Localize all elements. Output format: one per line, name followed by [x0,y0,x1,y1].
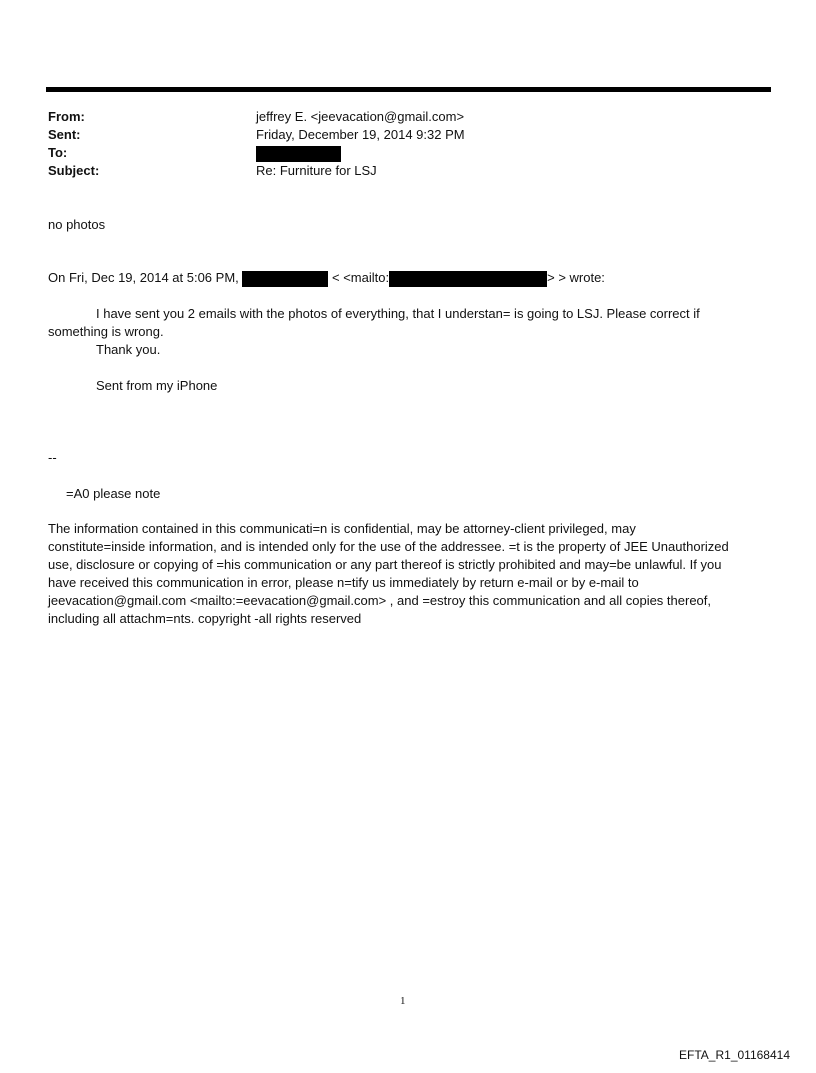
disclaimer-line: jeevacation@gmail.com <mailto:=eevacation@gmail.com> , and =estroy this communication and all copies thereof, [48,593,712,608]
subject-label: Subject: [48,163,100,178]
disclaimer-line: use, disclosure or copying of =his communication or any part thereof is strictly prohibited and may=be unlawful. If you [48,557,722,572]
quoted-intro [48,269,605,287]
from-value[interactable]: jeffrey E. <jeevacation@gmail.com> [256,109,465,124]
from-label: From: [48,109,85,124]
header-rule [46,87,771,92]
quoted-line-2: something is wrong. [48,324,164,339]
disclaimer-line: have received this communication in error, please n=tify us immediately by return e-mail or by e-mail to [48,575,639,590]
document-id: EFTA_R1_01168414 [679,1048,790,1062]
sent-label: Sent: [48,127,81,142]
to-value [256,144,341,162]
sent-value: Friday, December 19, 2014 9:32 PM [256,127,465,142]
please-note: =A0 please note [66,486,161,501]
redaction-box [256,146,341,162]
to-label: To: [48,145,68,160]
redaction-box [389,271,547,287]
page-number: 1 [400,995,406,1007]
quoted-intro-suffix: > > wrote: [547,270,605,285]
reply-text: no photos [48,217,106,232]
subject-value: Re: Furniture for LSJ [256,163,377,178]
redaction-box [242,271,328,287]
disclaimer [48,520,763,628]
quoted-signature: Sent from my iPhone [96,378,218,393]
signature-dashes: -- [48,450,57,465]
quoted-intro-prefix: On Fri, Dec 19, 2014 at 5:06 PM, [48,270,239,285]
quoted-line-1: I have sent you 2 emails with the photos of everything, that I understan= is going to LSJ. Please correct if [96,306,700,321]
quoted-thanks: Thank you. [96,342,161,357]
disclaimer-line: constitute=inside information, and is intended only for the use of the addressee. =t is the property of JEE Unauthorized [48,539,729,554]
quoted-intro-mailto: < <mailto: [332,270,390,285]
disclaimer-line: The information contained in this communicati=n is confidential, may be attorney-client privileged, may [48,521,636,536]
disclaimer-line: including all attachm=nts. copyright -all rights reserved [48,611,362,626]
